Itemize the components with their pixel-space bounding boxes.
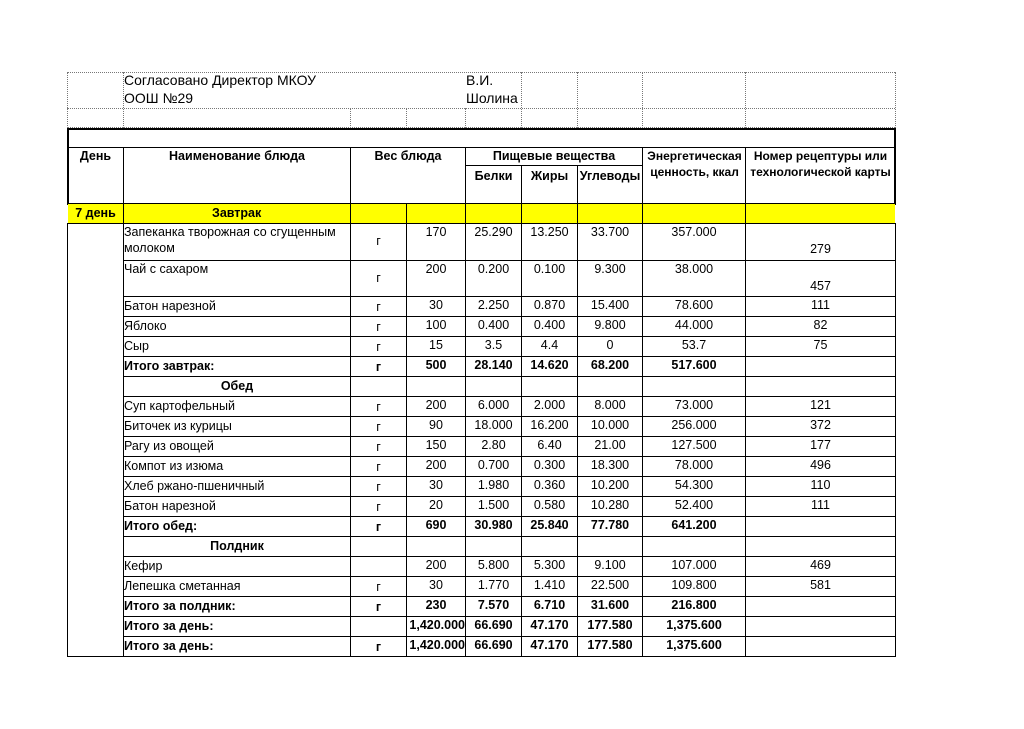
- energy: 52.400: [674, 498, 714, 512]
- approval-line-2: ООШ №29: [124, 90, 194, 106]
- weight: 30: [429, 478, 443, 492]
- unit: г: [376, 234, 381, 248]
- approval-line-1: Согласовано Директор МКОУ: [124, 72, 317, 88]
- dish-name: Итого за полдник:: [124, 599, 236, 613]
- grid-line: [521, 536, 522, 557]
- grid-line: [123, 536, 896, 537]
- recipe-number: 496: [810, 458, 831, 472]
- grid-line: [350, 203, 351, 224]
- weight: 150: [425, 438, 447, 452]
- column-header-nutrients: Пищевые вещества: [492, 149, 616, 163]
- protein: 18.000: [474, 418, 513, 432]
- grid-line: [67, 128, 69, 204]
- unit: г: [376, 460, 381, 474]
- carbs: 15.400: [590, 298, 630, 312]
- protein: 2.80: [481, 438, 506, 452]
- carbs: 8.000: [594, 398, 626, 412]
- carbs: 10.280: [590, 498, 630, 512]
- weight: 1,420.000: [409, 618, 465, 632]
- signer-line-1: В.И.: [466, 72, 494, 88]
- grid-line: [745, 636, 746, 657]
- grid-line: [521, 72, 522, 128]
- unit: г: [376, 580, 381, 594]
- column-header-dish: Наименование блюда: [169, 149, 305, 163]
- energy: 53.7: [681, 338, 707, 352]
- energy: 38.000: [674, 262, 714, 276]
- grid-line: [350, 556, 351, 577]
- unit: г: [375, 600, 382, 614]
- dish-name: Рагу из овощей: [124, 439, 214, 453]
- recipe-number: 121: [810, 398, 831, 412]
- grid-line: [745, 516, 746, 537]
- grid-line: [465, 203, 466, 224]
- protein: 6.000: [477, 398, 510, 412]
- column-header-day: День: [79, 149, 112, 163]
- weight: 90: [429, 418, 443, 432]
- fat: 0.300: [533, 458, 566, 472]
- section-title: Полдник: [210, 539, 264, 553]
- dish-name: Чай с сахаром: [124, 262, 209, 276]
- carbs: 10.000: [590, 418, 630, 432]
- grid-line: [67, 128, 896, 130]
- grid-line: [642, 376, 643, 397]
- weight: 20: [429, 498, 443, 512]
- dish-name: Хлеб ржано-пшеничный: [124, 479, 265, 493]
- carbs: 18.300: [590, 458, 630, 472]
- unit: г: [376, 271, 381, 285]
- energy: 216.800: [671, 598, 717, 612]
- grid-line: [895, 72, 896, 128]
- energy: 109.800: [671, 578, 717, 592]
- energy: 641.200: [671, 518, 717, 532]
- dish-name: Батон нарезной: [124, 499, 216, 513]
- fat: 0.580: [533, 498, 566, 512]
- weight: 200: [425, 398, 447, 412]
- column-header-fat: Жиры: [530, 169, 569, 183]
- dish-name: Итого обед:: [124, 519, 198, 533]
- dish-name: Компот из изюма: [124, 459, 224, 473]
- protein: 28.140: [474, 358, 513, 372]
- grid-line: [577, 376, 578, 397]
- recipe-number: 177: [810, 438, 831, 452]
- unit: г: [376, 340, 381, 354]
- weight: 200: [425, 262, 447, 276]
- dish-name: Суп картофельный: [124, 399, 235, 413]
- recipe-number: 110: [810, 478, 831, 492]
- fat: 47.170: [530, 638, 569, 652]
- dish-name: Кефир: [124, 559, 163, 573]
- day-highlight-row: [68, 204, 895, 223]
- weight: 200: [425, 558, 447, 572]
- dish-name: Итого за день:: [124, 619, 214, 633]
- grid-line: [465, 376, 466, 397]
- grid-line: [521, 203, 522, 224]
- fat: 13.250: [530, 225, 569, 239]
- recipe-number: 457: [810, 279, 831, 293]
- carbs: 177.580: [587, 618, 633, 632]
- grid-line: [745, 203, 746, 224]
- grid-line: [745, 376, 746, 397]
- unit: г: [376, 320, 381, 334]
- grid-line: [465, 165, 642, 166]
- carbs: 9.100: [594, 558, 626, 572]
- fat: 16.200: [530, 418, 569, 432]
- dish-name: Итого завтрак:: [124, 359, 215, 373]
- fat: 5.300: [533, 558, 566, 572]
- protein: 66.690: [474, 638, 513, 652]
- fat: 6.710: [533, 598, 566, 612]
- energy: 517.600: [671, 358, 717, 372]
- meal-title: Завтрак: [212, 206, 262, 220]
- fat: 4.4: [540, 338, 559, 352]
- grid-line: [350, 536, 351, 557]
- protein: 25.290: [474, 225, 513, 239]
- protein: 1.500: [477, 498, 510, 512]
- grid-line: [642, 203, 643, 224]
- carbs: 9.300: [594, 262, 626, 276]
- grid-line: [745, 536, 746, 557]
- fat: 47.170: [530, 618, 569, 632]
- grid-line: [577, 203, 578, 224]
- recipe-number: 279: [810, 242, 831, 256]
- energy: 54.300: [674, 478, 714, 492]
- dish-name: Лепешка сметанная: [124, 579, 241, 593]
- grid-line: [465, 536, 466, 557]
- protein: 30.980: [474, 518, 513, 532]
- fat: 6.40: [537, 438, 562, 452]
- recipe-number: 581: [810, 578, 831, 592]
- grid-line: [123, 376, 896, 377]
- unit: г: [376, 420, 381, 434]
- energy: 1,375.600: [666, 638, 722, 652]
- unit: г: [376, 480, 381, 494]
- carbs: 177.580: [587, 638, 633, 652]
- carbs: 0: [606, 338, 614, 352]
- protein: 3.5: [484, 338, 503, 352]
- grid-line: [745, 356, 746, 377]
- energy: 73.000: [674, 398, 714, 412]
- fat: 14.620: [530, 358, 569, 372]
- grid-line: [406, 536, 407, 557]
- weight: 200: [425, 458, 447, 472]
- dish-name: Биточек из курицы: [124, 419, 232, 433]
- carbs: 22.500: [590, 578, 630, 592]
- recipe-number: 75: [813, 338, 828, 352]
- unit: г: [376, 400, 381, 414]
- weight: 500: [425, 358, 447, 372]
- grid-line: [745, 596, 746, 617]
- protein: 1.770: [477, 578, 510, 592]
- energy: 44.000: [674, 318, 714, 332]
- weight: 1,420.000: [409, 638, 465, 652]
- carbs: 77.780: [590, 518, 630, 532]
- grid-line: [67, 656, 896, 657]
- column-header-weight: Вес блюда: [374, 149, 442, 163]
- signer-line-2: Шолина: [466, 90, 518, 106]
- protein: 0.200: [477, 262, 510, 276]
- unit: г: [375, 640, 382, 654]
- dish-name: Яблоко: [124, 319, 167, 333]
- weight: 15: [429, 338, 443, 352]
- fat: 0.400: [533, 318, 566, 332]
- protein: 5.800: [477, 558, 510, 572]
- dish-name: Батон нарезной: [124, 299, 216, 313]
- fat: 0.360: [533, 478, 566, 492]
- fat: 25.840: [530, 518, 569, 532]
- section-title: Обед: [220, 379, 254, 393]
- column-header-recipe: Номер рецептуры или технологической карты: [750, 149, 891, 179]
- protein: 0.700: [477, 458, 510, 472]
- recipe-number: 111: [810, 298, 830, 312]
- energy: 127.500: [671, 438, 717, 452]
- grid-line: [577, 536, 578, 557]
- grid-line: [521, 376, 522, 397]
- grid-line: [406, 376, 407, 397]
- protein: 0.400: [477, 318, 510, 332]
- grid-line: [642, 536, 643, 557]
- grid-line: [577, 72, 578, 128]
- grid-line: [745, 616, 746, 637]
- energy: 78.000: [674, 458, 714, 472]
- protein: 7.570: [477, 598, 510, 612]
- fat: 0.870: [533, 298, 566, 312]
- recipe-number: 82: [813, 318, 828, 332]
- fat: 1.410: [533, 578, 566, 592]
- energy: 107.000: [671, 558, 717, 572]
- unit: г: [375, 360, 382, 374]
- protein: 66.690: [474, 618, 513, 632]
- dish-name: Запеканка творожная со сгущенным молоком: [124, 225, 336, 255]
- grid-line: [406, 203, 407, 224]
- carbs: 33.700: [590, 225, 630, 239]
- weight: 30: [429, 298, 443, 312]
- grid-line: [406, 108, 407, 128]
- protein: 1.980: [477, 478, 510, 492]
- protein: 2.250: [477, 298, 510, 312]
- grid-line: [745, 72, 746, 128]
- energy: 1,375.600: [666, 618, 722, 632]
- carbs: 10.200: [590, 478, 630, 492]
- unit: г: [376, 300, 381, 314]
- dish-name: Сыр: [124, 339, 149, 353]
- unit: г: [375, 520, 382, 534]
- grid-line: [465, 108, 466, 128]
- grid-line: [350, 108, 351, 128]
- energy: 256.000: [671, 418, 717, 432]
- recipe-number: 111: [810, 498, 830, 512]
- recipe-number: 469: [810, 558, 831, 572]
- day-label: 7 день: [75, 206, 116, 220]
- unit: г: [376, 440, 381, 454]
- column-header-protein: Белки: [474, 169, 513, 183]
- column-header-carbs: Углеводы: [579, 169, 641, 183]
- carbs: 68.200: [590, 358, 630, 372]
- grid-line: [123, 203, 124, 224]
- weight: 230: [425, 598, 447, 612]
- grid-line: [895, 223, 896, 657]
- grid-line: [350, 616, 351, 637]
- weight: 100: [425, 318, 447, 332]
- carbs: 21.00: [594, 438, 626, 452]
- energy: 78.600: [674, 298, 714, 312]
- weight: 690: [425, 518, 447, 532]
- grid-line: [67, 223, 68, 657]
- weight: 170: [425, 225, 447, 239]
- unit: г: [376, 500, 381, 514]
- carbs: 9.800: [594, 318, 626, 332]
- grid-line: [642, 72, 643, 128]
- column-header-energy: Энергетическая ценность, ккал: [647, 149, 742, 179]
- recipe-number: 372: [810, 418, 831, 432]
- carbs: 31.600: [590, 598, 630, 612]
- fat: 2.000: [533, 398, 566, 412]
- weight: 30: [429, 578, 443, 592]
- grid-line: [67, 108, 895, 109]
- grid-line: [350, 376, 351, 397]
- fat: 0.100: [533, 262, 566, 276]
- dish-name: Итого за день:: [124, 639, 214, 653]
- grid-line: [67, 72, 68, 128]
- energy: 357.000: [671, 225, 717, 239]
